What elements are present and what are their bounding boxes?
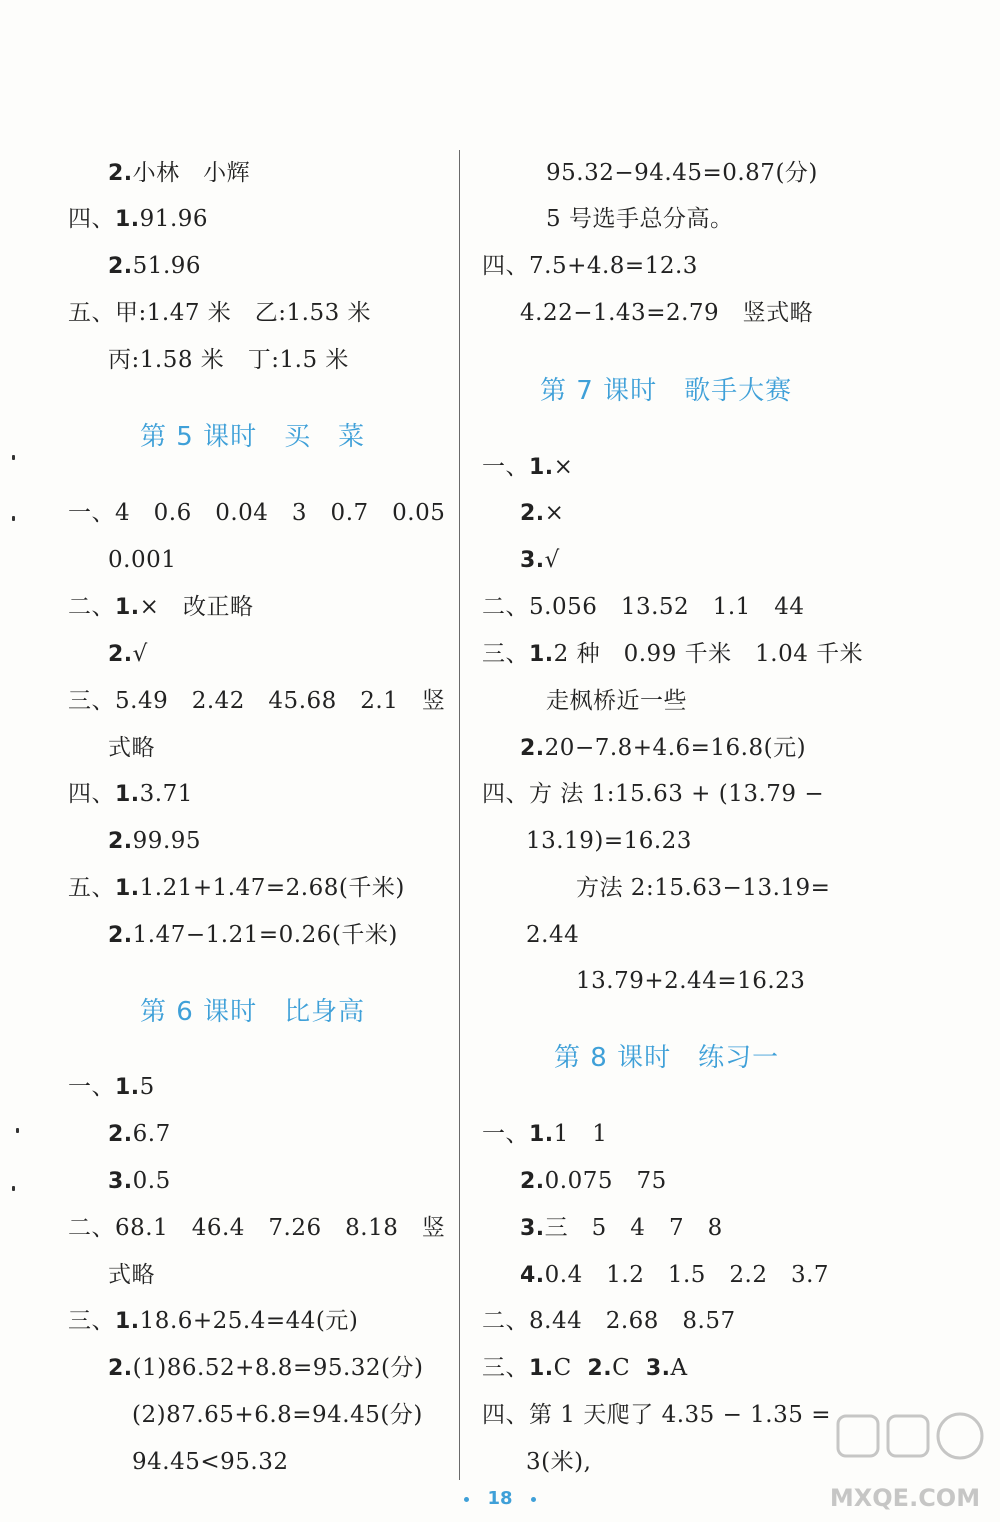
answer-text: 0.5 [132,1168,171,1194]
answer-text: 13.19)=16.23 [526,828,692,854]
answer-text: 式略 [108,735,155,761]
answer-text: 式略 [108,1262,155,1288]
answer-text: 1 1 [553,1121,608,1147]
answer-line [68,1213,445,1243]
answer-line [520,1213,723,1244]
item-number: 1. [115,876,140,901]
item-number: 3. [520,548,545,573]
answer-text: 三、5.49 2.42 45.68 2.1 竖 [68,688,446,714]
answer-text: √ [544,547,560,573]
answer-text: 五、甲:1.47 米 乙:1.53 米 [68,300,372,326]
answer-line [576,966,805,996]
answer-line [108,158,250,189]
section-prefix: 五、 [68,875,115,901]
scan-speck [12,516,15,521]
item-number: 3. [645,1356,671,1381]
answer-text: 91.96 [139,206,209,232]
answer-line [132,1447,288,1477]
answer-text: 三 5 4 7 8 [544,1215,723,1241]
answer-line [520,545,560,576]
section-prefix: 三、 [68,1308,115,1334]
answer-line [576,873,830,903]
item-number: 1. [115,1075,140,1100]
section-prefix: 一、 [68,1074,115,1100]
answer-line [68,1072,155,1103]
answer-text: 20−7.8+4.6=16.8(元) [544,735,807,761]
answer-line [482,452,573,483]
answer-text: 1.47−1.21=0.26(千米) [132,922,398,948]
section-prefix: 一、 [482,1121,529,1147]
answer-text: 0.4 1.2 1.5 2.2 3.7 [544,1262,830,1288]
watermark-text: MXQE.COM [829,1484,981,1512]
section-prefix: 一、 [482,454,529,480]
answer-text: (1)86.52+8.8=95.32(分) [132,1355,424,1381]
answer-line [526,1447,591,1477]
scan-speck [16,1128,19,1133]
bullet-dot [464,1497,469,1502]
answer-line [546,686,687,716]
answer-line [482,779,824,809]
item-number: 2. [108,1356,133,1381]
item-number: 2. [108,254,133,279]
answer-line [108,1353,424,1384]
scan-speck [12,1186,15,1191]
answer-text: 二、68.1 46.4 7.26 8.18 竖 [68,1215,446,1241]
item-number: 2. [108,642,133,667]
answer-text: 94.45<95.32 [132,1449,289,1475]
bullet-dot [531,1497,536,1502]
section-prefix: 四、 [68,781,115,807]
answer-text: 一、4 0.6 0.04 3 0.7 0.05 [68,500,446,526]
item-number: 3. [108,1169,133,1194]
item-number: 2. [587,1356,613,1381]
section-prefix: 三、 [482,641,529,667]
answer-text: 99.95 [132,828,202,854]
item-number: 2. [108,161,133,186]
answer-line [108,251,201,282]
answer-text: 走枫桥近一些 [546,688,687,714]
answer-line [520,498,564,529]
answer-line [68,1306,358,1337]
answer-text: C [553,1355,572,1381]
lesson-heading: 第 7 课时 歌手大赛 [540,376,793,406]
lesson-heading: 第 6 课时 比身高 [140,997,366,1027]
answer-line [520,1260,829,1291]
answer-text: 3.71 [139,781,193,807]
answer-line [482,1353,688,1384]
answer-line [132,1400,423,1430]
answer-text: 方法 2:15.63−13.19= [576,875,831,901]
item-number: 1. [529,1122,554,1147]
answer-text: 5 [139,1074,155,1100]
answer-text: 18.6+25.4=44(元) [139,1308,359,1334]
answer-line [482,1400,831,1430]
item-number: 4. [520,1263,545,1288]
answer-text: 0.075 75 [544,1168,667,1194]
answer-text: × [544,500,565,526]
answer-text: 6.7 [132,1121,171,1147]
item-number: 3. [520,1216,545,1241]
answer-line [482,1306,736,1336]
answer-line [108,733,155,763]
answer-text: 0.001 [108,547,177,573]
answer-line [108,345,349,375]
lesson-heading: 第 5 课时 买 菜 [140,422,366,452]
page-number-text: 18 [487,1488,513,1509]
answer-line [526,920,579,950]
item-number: 2. [520,1169,545,1194]
answer-line [108,826,201,857]
answer-line [482,592,805,622]
answer-line [482,639,863,670]
item-number: 1. [115,782,140,807]
answer-line [108,920,398,951]
answer-text: × 改正略 [139,594,254,620]
item-number: 1. [529,642,554,667]
item-number: 2. [108,1122,133,1147]
answer-line [520,1166,667,1197]
answer-text: 95.32−94.45=0.87(分) [546,160,818,186]
answer-line [520,733,806,764]
page-number [0,1488,1000,1509]
answer-line [546,204,733,234]
item-number: 1. [529,455,554,480]
answer-text: 13.79+2.44=16.23 [576,968,806,994]
column-divider [459,150,460,1480]
answer-text: 2 种 0.99 千米 1.04 千米 [553,641,864,667]
answer-text: 四、7.5+4.8=12.3 [482,253,698,279]
item-number: 1. [115,1309,140,1334]
answer-line [108,1260,155,1290]
answer-text: 丙:1.58 米 丁:1.5 米 [108,347,349,373]
answer-line [108,639,148,670]
answer-text: 4.22−1.43=2.79 竖式略 [520,300,814,326]
answer-text: 二、5.056 13.52 1.1 44 [482,594,805,620]
answer-text: (2)87.65+6.8=94.45(分) [132,1402,423,1428]
answer-text: 四、第 1 天爬了 4.35 − 1.35 = [482,1402,831,1428]
item-number: 2. [108,829,133,854]
item-number: 2. [520,501,545,526]
item-number: 1. [529,1356,554,1381]
answer-line [68,779,193,810]
section-prefix: 二、 [68,594,115,620]
answer-text: 二、8.44 2.68 8.57 [482,1308,736,1334]
answer-line [68,204,208,235]
answer-line [546,158,818,188]
answer-line [68,686,445,716]
item-number: 1. [115,595,140,620]
answer-text: 2.44 [526,922,580,948]
answer-line [526,826,692,856]
answer-line [482,1119,607,1150]
answer-line [108,545,176,575]
answer-line [482,251,698,281]
answer-line [520,298,813,328]
answer-text: A [670,1355,688,1381]
scan-speck [12,455,15,460]
item-number: 2. [108,923,133,948]
answer-text: 小林 小辉 [132,160,251,186]
item-number: 1. [115,207,140,232]
answer-line [108,1166,171,1197]
answer-text: 四、方 法 1:15.63 + (13.79 − [482,781,825,807]
answer-text: 5 号选手总分高。 [546,206,734,232]
answer-text: 3(米), [526,1449,592,1475]
item-number: 2. [520,736,545,761]
answer-text: × [553,454,574,480]
answer-line [68,592,253,623]
lesson-heading: 第 8 课时 练习一 [554,1043,780,1073]
answer-text: 51.96 [132,253,202,279]
answer-text: 1.21+1.47=2.68(千米) [139,875,405,901]
section-prefix: 四、 [68,206,115,232]
answer-line [68,498,445,528]
answer-line [68,873,405,904]
section-prefix: 三、 [482,1355,529,1381]
answer-line [108,1119,171,1150]
answer-line [68,298,371,328]
answer-text: C [612,1355,631,1381]
answer-text: √ [132,641,148,667]
